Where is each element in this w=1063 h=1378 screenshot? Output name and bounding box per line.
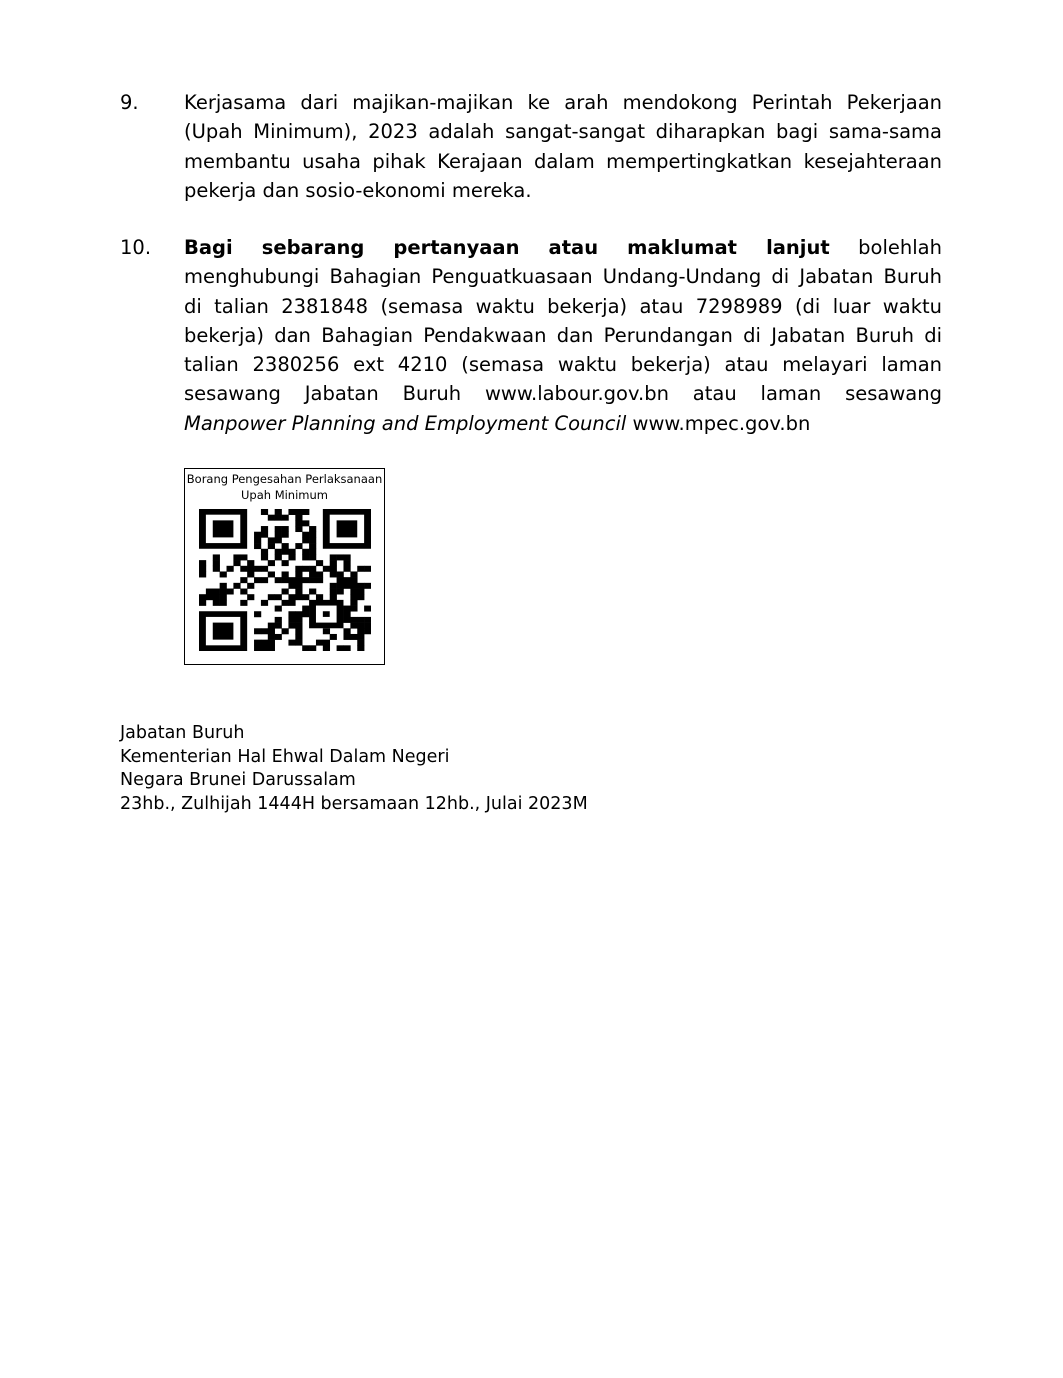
- signature-block: [120, 722, 588, 816]
- qr-code-box: [184, 468, 385, 665]
- qr-code-icon[interactable]: [199, 509, 371, 651]
- paragraph-text: Kerjasama dari majikan-majikan ke arah mendokong Perintah Pekerjaan (Upah Minimum), 2023 adalah sangat-sangat diharapkan bagi sama-sama membantu usaha pihak Kerajaan dalam mempertingkatkan kesejahteraan pekerja dan sosio-ekonomi mereka.: [184, 91, 942, 202]
- qr-caption: [185, 471, 384, 503]
- qr-caption-line-1: Borang Pengesahan Perlaksanaan: [186, 472, 383, 486]
- paragraph-main-text: bolehlah menghubungi Bahagian Penguatkuasaan Undang-Undang di Jabatan Buruh di talian 2381848 (semasa waktu bekerja) atau 7298989 (di luar waktu bekerja) dan Bahagian Pendakwaan dan Perundangan di Jabatan Buruh di talian 2380256 ext 4210 (semasa waktu bekerja) atau melayari laman sesawang Jabatan Buruh www.labour.gov.bn atau laman sesawang: [184, 236, 942, 406]
- paragraph-italic-name: Manpower Planning and Employment Council: [184, 411, 627, 435]
- paragraph-10: [120, 233, 942, 438]
- paragraph-end-text: www.mpec.gov.bn: [626, 411, 811, 435]
- qr-caption-line-2: Upah Minimum: [240, 488, 328, 502]
- paragraph-bold-lead: Bagi sebarang pertanyaan atau maklumat lanjut: [184, 236, 830, 259]
- signature-department: Jabatan Buruh: [120, 723, 245, 743]
- paragraph-9: [120, 88, 942, 205]
- paragraph-text: [184, 233, 942, 438]
- signature-ministry: Kementerian Hal Ehwal Dalam Negeri: [120, 746, 450, 767]
- signature-date: 23hb., Zulhijah 1444H bersamaan 12hb., Julai 2023M: [120, 793, 588, 814]
- paragraph-number: 9.: [120, 91, 139, 114]
- signature-country: Negara Brunei Darussalam: [120, 770, 356, 790]
- paragraph-number: 10.: [120, 236, 152, 259]
